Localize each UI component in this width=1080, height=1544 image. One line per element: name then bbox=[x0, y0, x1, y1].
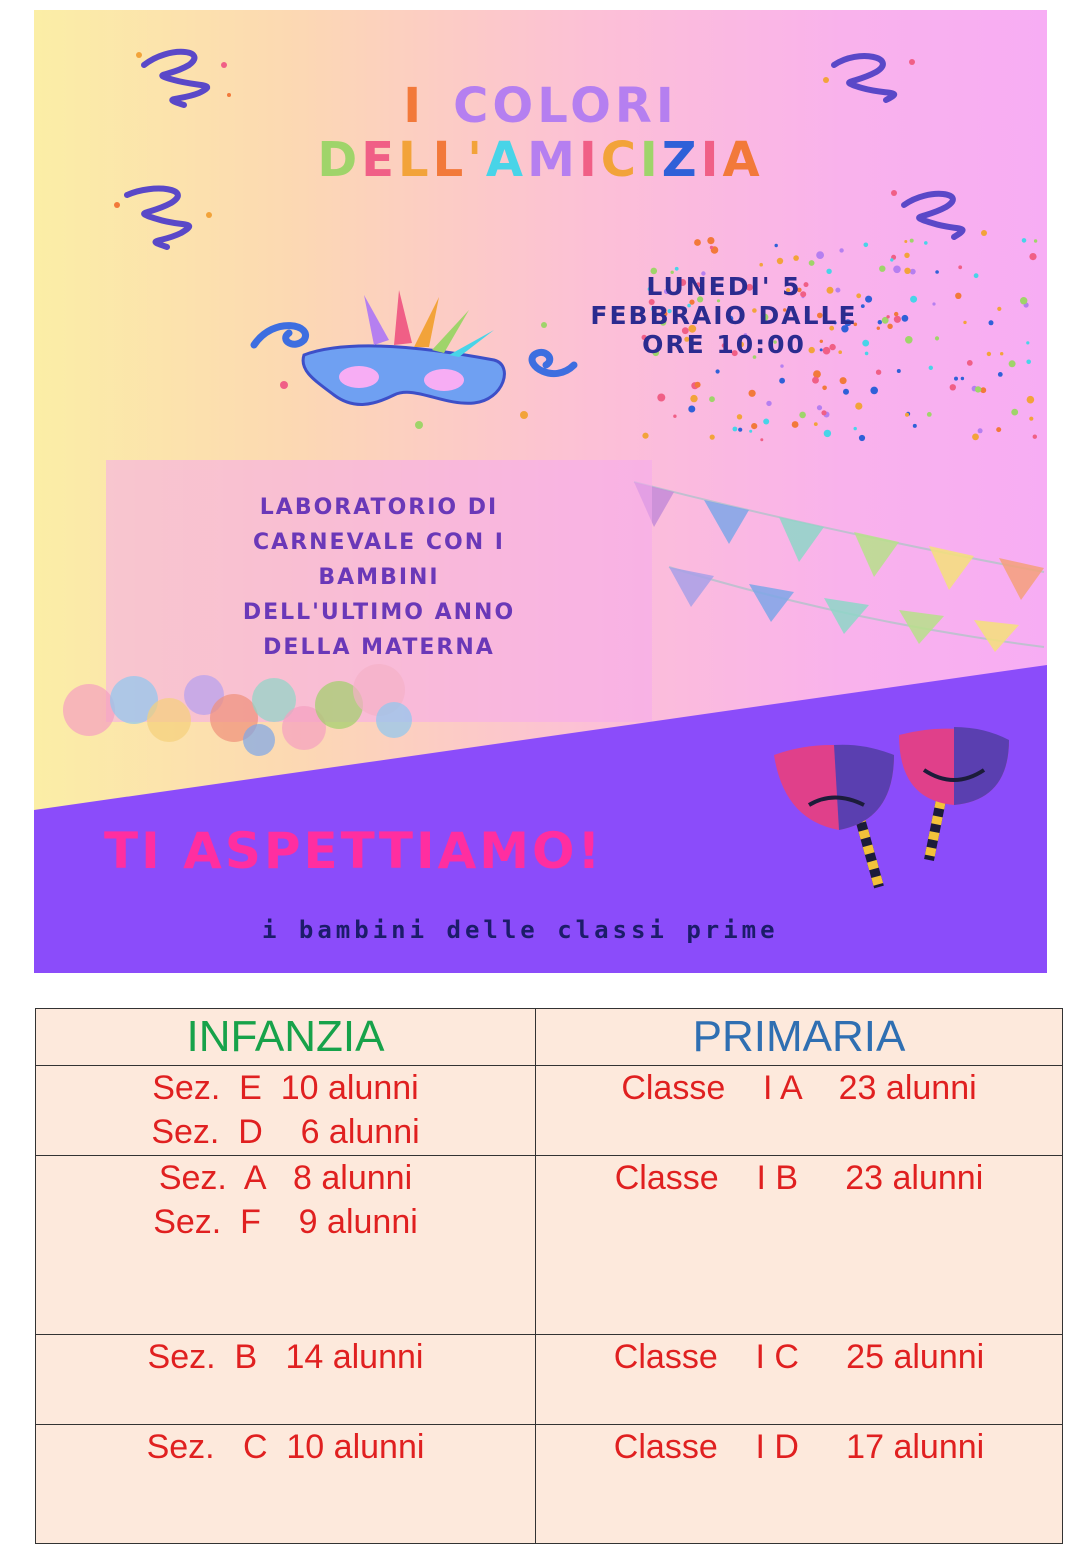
title-word: COLORI bbox=[453, 78, 678, 134]
event-date-line-1: LUNEDI' 5 bbox=[646, 272, 802, 301]
table-row bbox=[36, 1066, 1063, 1156]
primaria-cell bbox=[536, 1335, 1063, 1425]
students-table bbox=[35, 1008, 1063, 1544]
header-primaria: PRIMARIA bbox=[536, 1009, 1063, 1066]
title-letter: Z bbox=[661, 132, 701, 188]
infanzia-cell bbox=[36, 1156, 536, 1335]
title-letter: L bbox=[432, 132, 468, 188]
infanzia-entry: Sez. B 14 alunni bbox=[147, 1338, 424, 1376]
infanzia-cell bbox=[36, 1066, 536, 1156]
primaria-entry: Classe I D 17 alunni bbox=[613, 1428, 985, 1466]
infanzia-cell bbox=[36, 1335, 536, 1425]
table-row bbox=[36, 1335, 1063, 1425]
infanzia-cell bbox=[36, 1425, 536, 1544]
workshop-line-3: BAMBINI bbox=[318, 565, 440, 590]
infanzia-entry: Sez. F 9 alunni bbox=[153, 1203, 418, 1241]
poster-signature: i bambini delle classi prime bbox=[262, 916, 779, 944]
event-date-line-3: ORE 10:00 bbox=[642, 330, 806, 359]
workshop-line-5: DELLA MATERNA bbox=[263, 635, 495, 660]
infanzia-entry: Sez. E 10 alunni bbox=[152, 1069, 419, 1107]
title-letter: I bbox=[639, 132, 662, 188]
infanzia-entry: Sez. C 10 alunni bbox=[146, 1428, 425, 1466]
carnival-poster bbox=[34, 10, 1047, 973]
title-letter: M bbox=[527, 132, 579, 188]
primaria-entry: Classe I C 25 alunni bbox=[613, 1338, 985, 1376]
infanzia-entry: Sez. A 8 alunni bbox=[158, 1159, 413, 1197]
table-row bbox=[36, 1156, 1063, 1335]
infanzia-entry: Sez. D 6 alunni bbox=[151, 1113, 420, 1151]
primaria-cell bbox=[536, 1425, 1063, 1544]
primaria-cell bbox=[536, 1156, 1063, 1335]
title-letter: I bbox=[578, 132, 601, 188]
title-letter: A bbox=[485, 132, 528, 188]
we-await-you-heading: TI ASPETTIAMO! bbox=[104, 822, 604, 880]
header-infanzia: INFANZIA bbox=[36, 1009, 536, 1066]
workshop-line-1: LABORATORIO DI bbox=[259, 495, 499, 520]
title-letter: ' bbox=[467, 132, 486, 188]
title-letter: L bbox=[398, 132, 433, 188]
primaria-cell bbox=[536, 1066, 1063, 1156]
title-letter: I bbox=[700, 132, 723, 188]
event-date-line-2: FEBBRAIO DALLE bbox=[590, 301, 858, 330]
title-letter: D bbox=[317, 132, 362, 188]
workshop-line-2: CARNEVALE CON I bbox=[253, 530, 505, 555]
title-word: I bbox=[403, 78, 426, 134]
primaria-entry: Classe I A 23 alunni bbox=[621, 1069, 977, 1107]
table-row bbox=[36, 1425, 1063, 1544]
primaria-entry: Classe I B 23 alunni bbox=[614, 1159, 984, 1197]
title-letter: E bbox=[361, 132, 399, 188]
theater-masks-icon bbox=[769, 715, 1019, 895]
workshop-line-4: DELL'ULTIMO ANNO bbox=[242, 600, 516, 625]
table-header-row bbox=[36, 1009, 1063, 1066]
title-letter: A bbox=[722, 132, 764, 188]
title-letter: C bbox=[600, 132, 640, 188]
